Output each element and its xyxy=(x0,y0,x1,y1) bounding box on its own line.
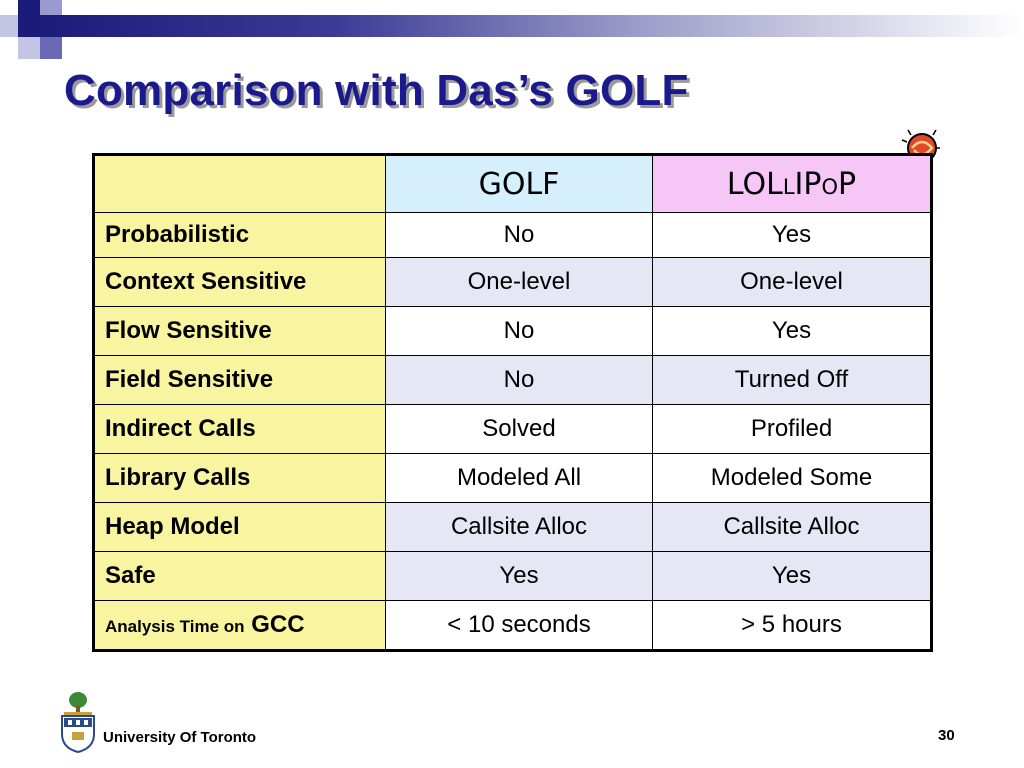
row-feature: Context Sensitive xyxy=(94,258,386,307)
row-feature: Analysis Time on GCC xyxy=(94,601,386,651)
decor-square-6 xyxy=(40,37,62,59)
table-row xyxy=(94,552,932,601)
row-golf-value: Callsite Alloc xyxy=(386,503,653,552)
header-lollipop: LOLLIPOP xyxy=(653,155,932,213)
decor-square-5 xyxy=(18,37,40,59)
row-feature: Heap Model xyxy=(94,503,386,552)
row-feature: Library Calls xyxy=(94,454,386,503)
row-feature: Indirect Calls xyxy=(94,405,386,454)
table-row xyxy=(94,356,932,405)
row-lollipop-value: One-level xyxy=(653,258,932,307)
footer-text: University Of Toronto xyxy=(103,729,257,746)
table-row xyxy=(94,258,932,307)
row-lollipop-value: Modeled Some xyxy=(653,454,932,503)
row-golf-value: One-level xyxy=(386,258,653,307)
table-header-row xyxy=(94,155,932,213)
row-lollipop-value: > 5 hours xyxy=(653,601,932,651)
row-golf-value: No xyxy=(386,213,653,258)
row-lollipop-value: Yes xyxy=(653,552,932,601)
row-golf-value: No xyxy=(386,356,653,405)
header-golf: GOLF xyxy=(386,155,653,213)
university-crest-icon xyxy=(58,690,98,754)
table-row xyxy=(94,454,932,503)
row-golf-value: No xyxy=(386,307,653,356)
decor-square-3 xyxy=(0,15,18,37)
row-lollipop-value: Yes xyxy=(653,213,932,258)
decor-square-1 xyxy=(18,0,40,15)
header-gradient-bar xyxy=(40,15,1024,37)
row-golf-value: Yes xyxy=(386,552,653,601)
decor-square-4 xyxy=(18,15,40,37)
decor-square-2 xyxy=(40,0,62,15)
page-number: 30 xyxy=(938,727,955,744)
row-golf-value: Modeled All xyxy=(386,454,653,503)
row-lollipop-value: Profiled xyxy=(653,405,932,454)
row-golf-value: Solved xyxy=(386,405,653,454)
row-lollipop-value: Turned Off xyxy=(653,356,932,405)
row-lollipop-value: Callsite Alloc xyxy=(653,503,932,552)
table-row xyxy=(94,405,932,454)
row-golf-value: < 10 seconds xyxy=(386,601,653,651)
row-feature: Probabilistic xyxy=(94,213,386,258)
table-row xyxy=(94,213,932,258)
row-feature: Field Sensitive xyxy=(94,356,386,405)
table-row xyxy=(94,601,932,651)
row-feature: Flow Sensitive xyxy=(94,307,386,356)
slide-title: Comparison with Das’s GOLF xyxy=(64,66,689,115)
table-row xyxy=(94,503,932,552)
header-empty-cell xyxy=(94,155,386,213)
comparison-table xyxy=(92,153,933,652)
table-row xyxy=(94,307,932,356)
row-feature: Safe xyxy=(94,552,386,601)
row-lollipop-value: Yes xyxy=(653,307,932,356)
